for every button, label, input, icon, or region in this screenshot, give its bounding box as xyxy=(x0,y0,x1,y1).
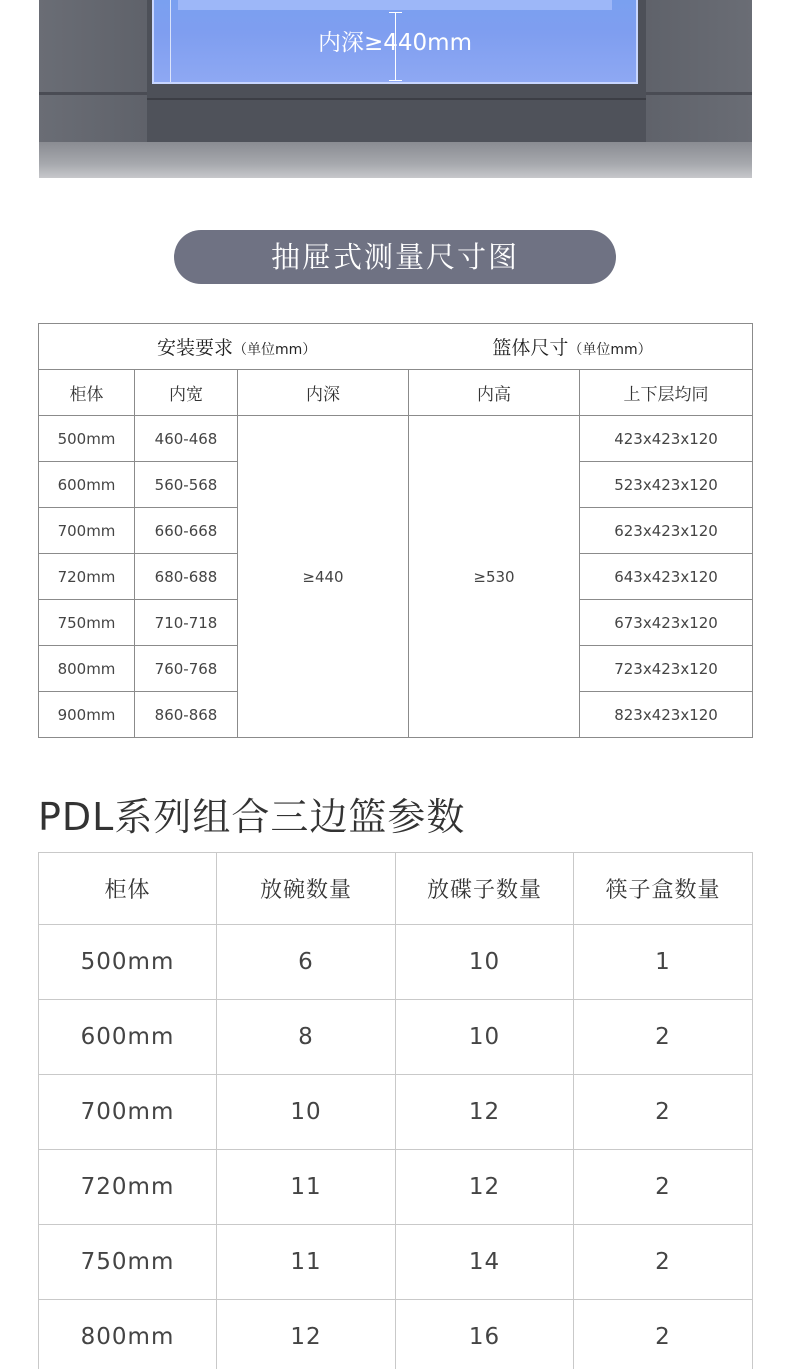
depth-label: 内深≥440mm xyxy=(318,30,472,56)
column-header: 放碗数量 xyxy=(217,853,396,925)
column-header: 柜体 xyxy=(39,370,135,416)
depth-edge-line xyxy=(170,0,171,82)
cabinet-cell: 750mm xyxy=(39,1225,217,1300)
bowls-cell: 11 xyxy=(217,1225,396,1300)
cabinet-cell: 700mm xyxy=(39,508,135,554)
width-cell: 560-568 xyxy=(135,462,238,508)
cabinet-left-door xyxy=(39,0,147,142)
width-cell: 460-468 xyxy=(135,416,238,462)
basket-header: 篮体尺寸 xyxy=(492,337,569,359)
params-title: PDL系列组合三边篮参数 xyxy=(38,795,466,839)
width-cell: 710-718 xyxy=(135,600,238,646)
table-row xyxy=(39,1300,753,1369)
basket-unit: （单位mm） xyxy=(568,342,652,358)
width-cell: 660-668 xyxy=(135,508,238,554)
cabinet-illustration xyxy=(39,0,752,178)
cabinet-cell: 500mm xyxy=(39,416,135,462)
column-header: 内宽 xyxy=(135,370,238,416)
chopsticks-cell: 2 xyxy=(574,1150,753,1225)
cabinet-cell: 720mm xyxy=(39,554,135,600)
width-cell: 680-688 xyxy=(135,554,238,600)
basket-cell: 673x423x120 xyxy=(580,600,753,646)
chopsticks-cell: 2 xyxy=(574,1000,753,1075)
column-header: 内高 xyxy=(409,370,580,416)
cabinet-cell: 750mm xyxy=(39,600,135,646)
cabinet-cell: 700mm xyxy=(39,1075,217,1150)
cabinet-cell: 720mm xyxy=(39,1150,217,1225)
cabinet-cell: 600mm xyxy=(39,462,135,508)
plates-cell: 14 xyxy=(396,1225,574,1300)
column-header: 柜体 xyxy=(39,853,217,925)
chopsticks-cell: 1 xyxy=(574,925,753,1000)
cabinet-cell: 900mm xyxy=(39,692,135,738)
plates-cell: 12 xyxy=(396,1150,574,1225)
height-merged-cell: ≥530 xyxy=(409,416,580,738)
table-header-row xyxy=(39,324,753,370)
cabinet-cell: 800mm xyxy=(39,1300,217,1369)
basket-cell: 723x423x120 xyxy=(580,646,753,692)
plates-cell: 16 xyxy=(396,1300,574,1369)
cabinet-cell: 600mm xyxy=(39,1000,217,1075)
table-group-header xyxy=(39,324,753,370)
table-row xyxy=(39,1150,753,1225)
cabinet-bottom-rail xyxy=(147,98,646,142)
plates-cell: 10 xyxy=(396,1000,574,1075)
install-requirements-table xyxy=(38,323,753,738)
cabinet-cell: 500mm xyxy=(39,925,217,1000)
install-unit: （单位mm） xyxy=(233,342,317,358)
bowls-cell: 6 xyxy=(217,925,396,1000)
section-heading-pill: 抽屉式测量尺寸图 xyxy=(174,230,616,284)
basket-cell: 423x423x120 xyxy=(580,416,753,462)
column-header-row xyxy=(39,853,753,925)
column-header: 上下层均同 xyxy=(580,370,753,416)
table-row xyxy=(39,1075,753,1150)
depth-dimension-cap-top xyxy=(389,12,402,13)
cabinet-cell: 800mm xyxy=(39,646,135,692)
depth-merged-cell: ≥440 xyxy=(238,416,409,738)
basket-cell: 643x423x120 xyxy=(580,554,753,600)
chopsticks-cell: 2 xyxy=(574,1300,753,1369)
cabinet-right-door xyxy=(646,0,752,142)
table-row xyxy=(39,1225,753,1300)
column-header: 放碟子数量 xyxy=(396,853,574,925)
table-row xyxy=(39,416,753,462)
column-header: 内深 xyxy=(238,370,409,416)
chopsticks-cell: 2 xyxy=(574,1225,753,1300)
table-row xyxy=(39,1000,753,1075)
column-header: 筷子盒数量 xyxy=(574,853,753,925)
column-header-row xyxy=(39,370,753,416)
width-cell: 760-768 xyxy=(135,646,238,692)
bowls-cell: 8 xyxy=(217,1000,396,1075)
basket-cell: 623x423x120 xyxy=(580,508,753,554)
depth-dimension-cap-bottom xyxy=(389,80,402,81)
basket-cell: 823x423x120 xyxy=(580,692,753,738)
cabinet-plinth xyxy=(39,142,752,178)
width-cell: 860-868 xyxy=(135,692,238,738)
bowls-cell: 10 xyxy=(217,1075,396,1150)
plates-cell: 10 xyxy=(396,925,574,1000)
bowls-cell: 11 xyxy=(217,1150,396,1225)
params-table xyxy=(38,852,753,1369)
basket-cell: 523x423x120 xyxy=(580,462,753,508)
plates-cell: 12 xyxy=(396,1075,574,1150)
bowls-cell: 12 xyxy=(217,1300,396,1369)
chopsticks-cell: 2 xyxy=(574,1075,753,1150)
table-row xyxy=(39,925,753,1000)
install-header: 安装要求 xyxy=(157,337,234,359)
